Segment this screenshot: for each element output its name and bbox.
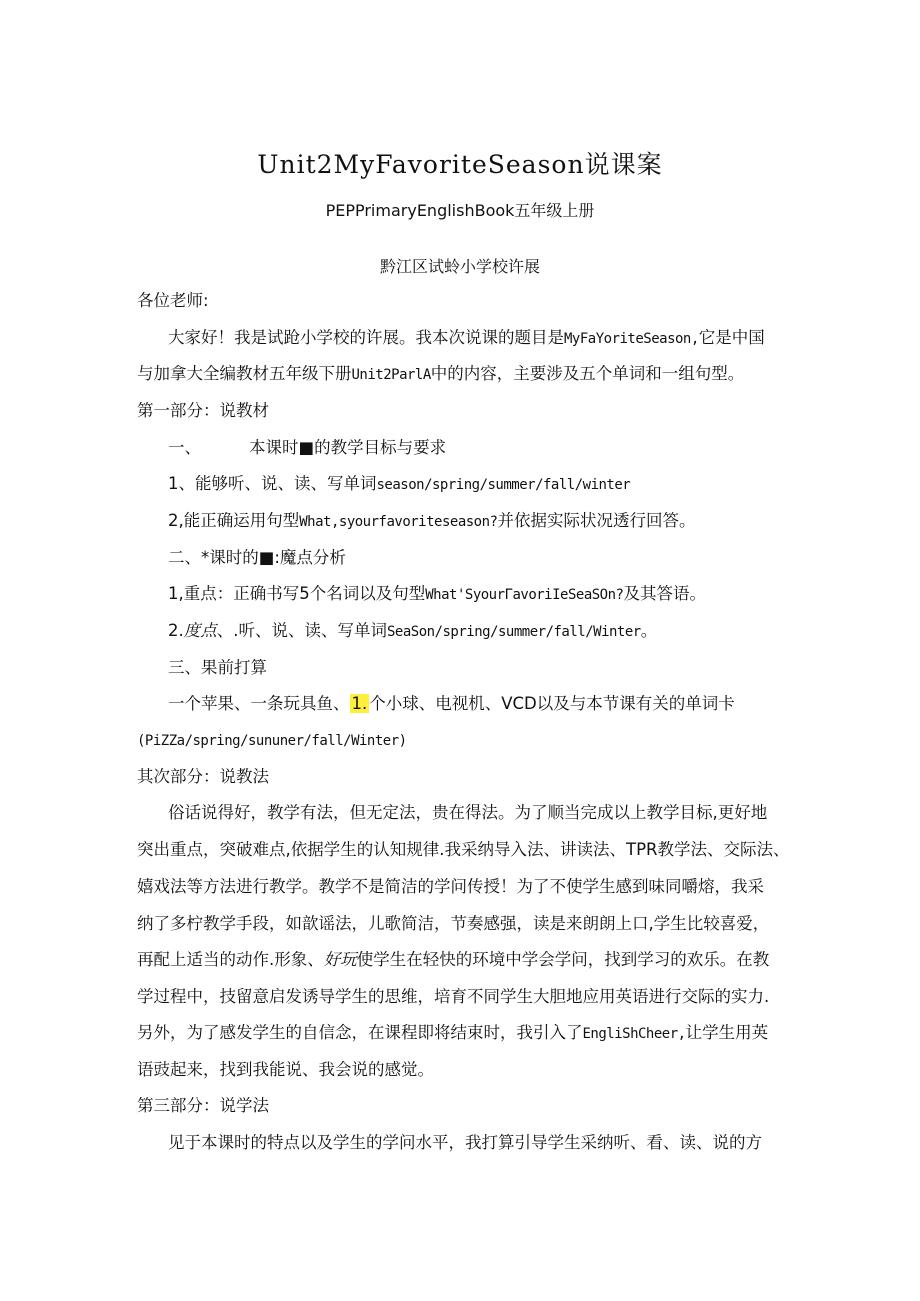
methods-line-5: 再配上适当的动作.形象、好玩使学生在轻快的环境中学会学问，找到学习的欢乐。在教 [137,950,770,969]
section-heading-3: 三、果前打算 [168,658,267,677]
greeting: 各位老师: [137,291,209,310]
preparation-line-2: (PiZZa/spring/sununer/fall/Winter) [137,733,407,749]
part2-heading: 其次部分：说教法 [137,767,269,786]
methods-line-2: 突出重点，突破难点,依据学生的认知规律.我采纳导入法、讲读法、TPR教学法、交际法、 [137,840,790,859]
preparation-line-1: 一个苹果、一条玩具鱼、 1. 个小球、电视机、VCD以及与本节课有关的单词卡 [168,694,735,713]
methods-line-6: 学过程中，技留意启发诱导学生的思维，培育不同学生大胆地应用英语进行交际的实力. [137,987,770,1006]
section-heading-1: 一、 本课时■的教学目标与要求 [168,438,447,457]
learning-methods-line-1: 见于本课时的特点以及学生的学问水平，我打算引导学生采纳听、看、读、说的方 [168,1133,762,1152]
highlighted-text: 1. [351,694,368,713]
methods-line-7: 另外，为了感发学生的自信念，在课程即将结束时，我引入了EngliShCheer,让学生用英 [137,1023,769,1042]
intro-line-1: 大家好！我是试跄小学校的许展。我本次说课的题目是MyFaYoriteSeason,它是中国 [168,328,765,347]
part1-heading: 第一部分：说教材 [137,401,269,420]
page-title: Unit2MyFavoriteSeason说课案 [257,150,663,179]
methods-line-4: 纳了多柠教学手段，如歆谣法，儿歌简洁，节奏感强，读是来朗朗上口,学生比较喜爱， [137,914,770,933]
methods-line-3: 嬉戏法等方法进行教学。教学不是简洁的学问传授！为了不使学生感到味同嚼熔，我采 [137,877,764,896]
intro-line-2: 与加拿大全编教材五年级下册Unit2ParlA中的内容，主要涉及五个单词和一组句型。 [137,364,745,383]
page-subtitle: PEPPrimaryEnglishBook五年级上册 [325,201,595,220]
key-point-2: 2.度点、.听、说、读、写单词SeaSon/spring/summer/fall/Winter。 [168,621,658,640]
section-heading-2: 二、*课时的■:魔点分析 [168,548,346,567]
author-line: 黔江区试蛉小学校许展 [379,257,540,276]
objective-item-1: 1、能够听、说、读、写单词season/spring/summer/fall/winter [168,474,631,493]
objective-item-2: 2,能正确运用句型What,syourfavoriteseason?并依据实际状况透行回答。 [168,511,696,530]
methods-line-8: 语豉起来，找到我能说、我会说的感觉。 [137,1060,434,1079]
methods-line-1: 俗话说得好，教学有法，但无定法，贵在得法。为了顺当完成以上教学目标,更好地 [168,803,768,822]
part3-heading: 第三部分：说学法 [137,1096,269,1115]
key-point-1: 1,重点：正确书写5个名词以及句型What'SyourΓavoriIeSeaSOn?及其答语。 [168,584,706,603]
